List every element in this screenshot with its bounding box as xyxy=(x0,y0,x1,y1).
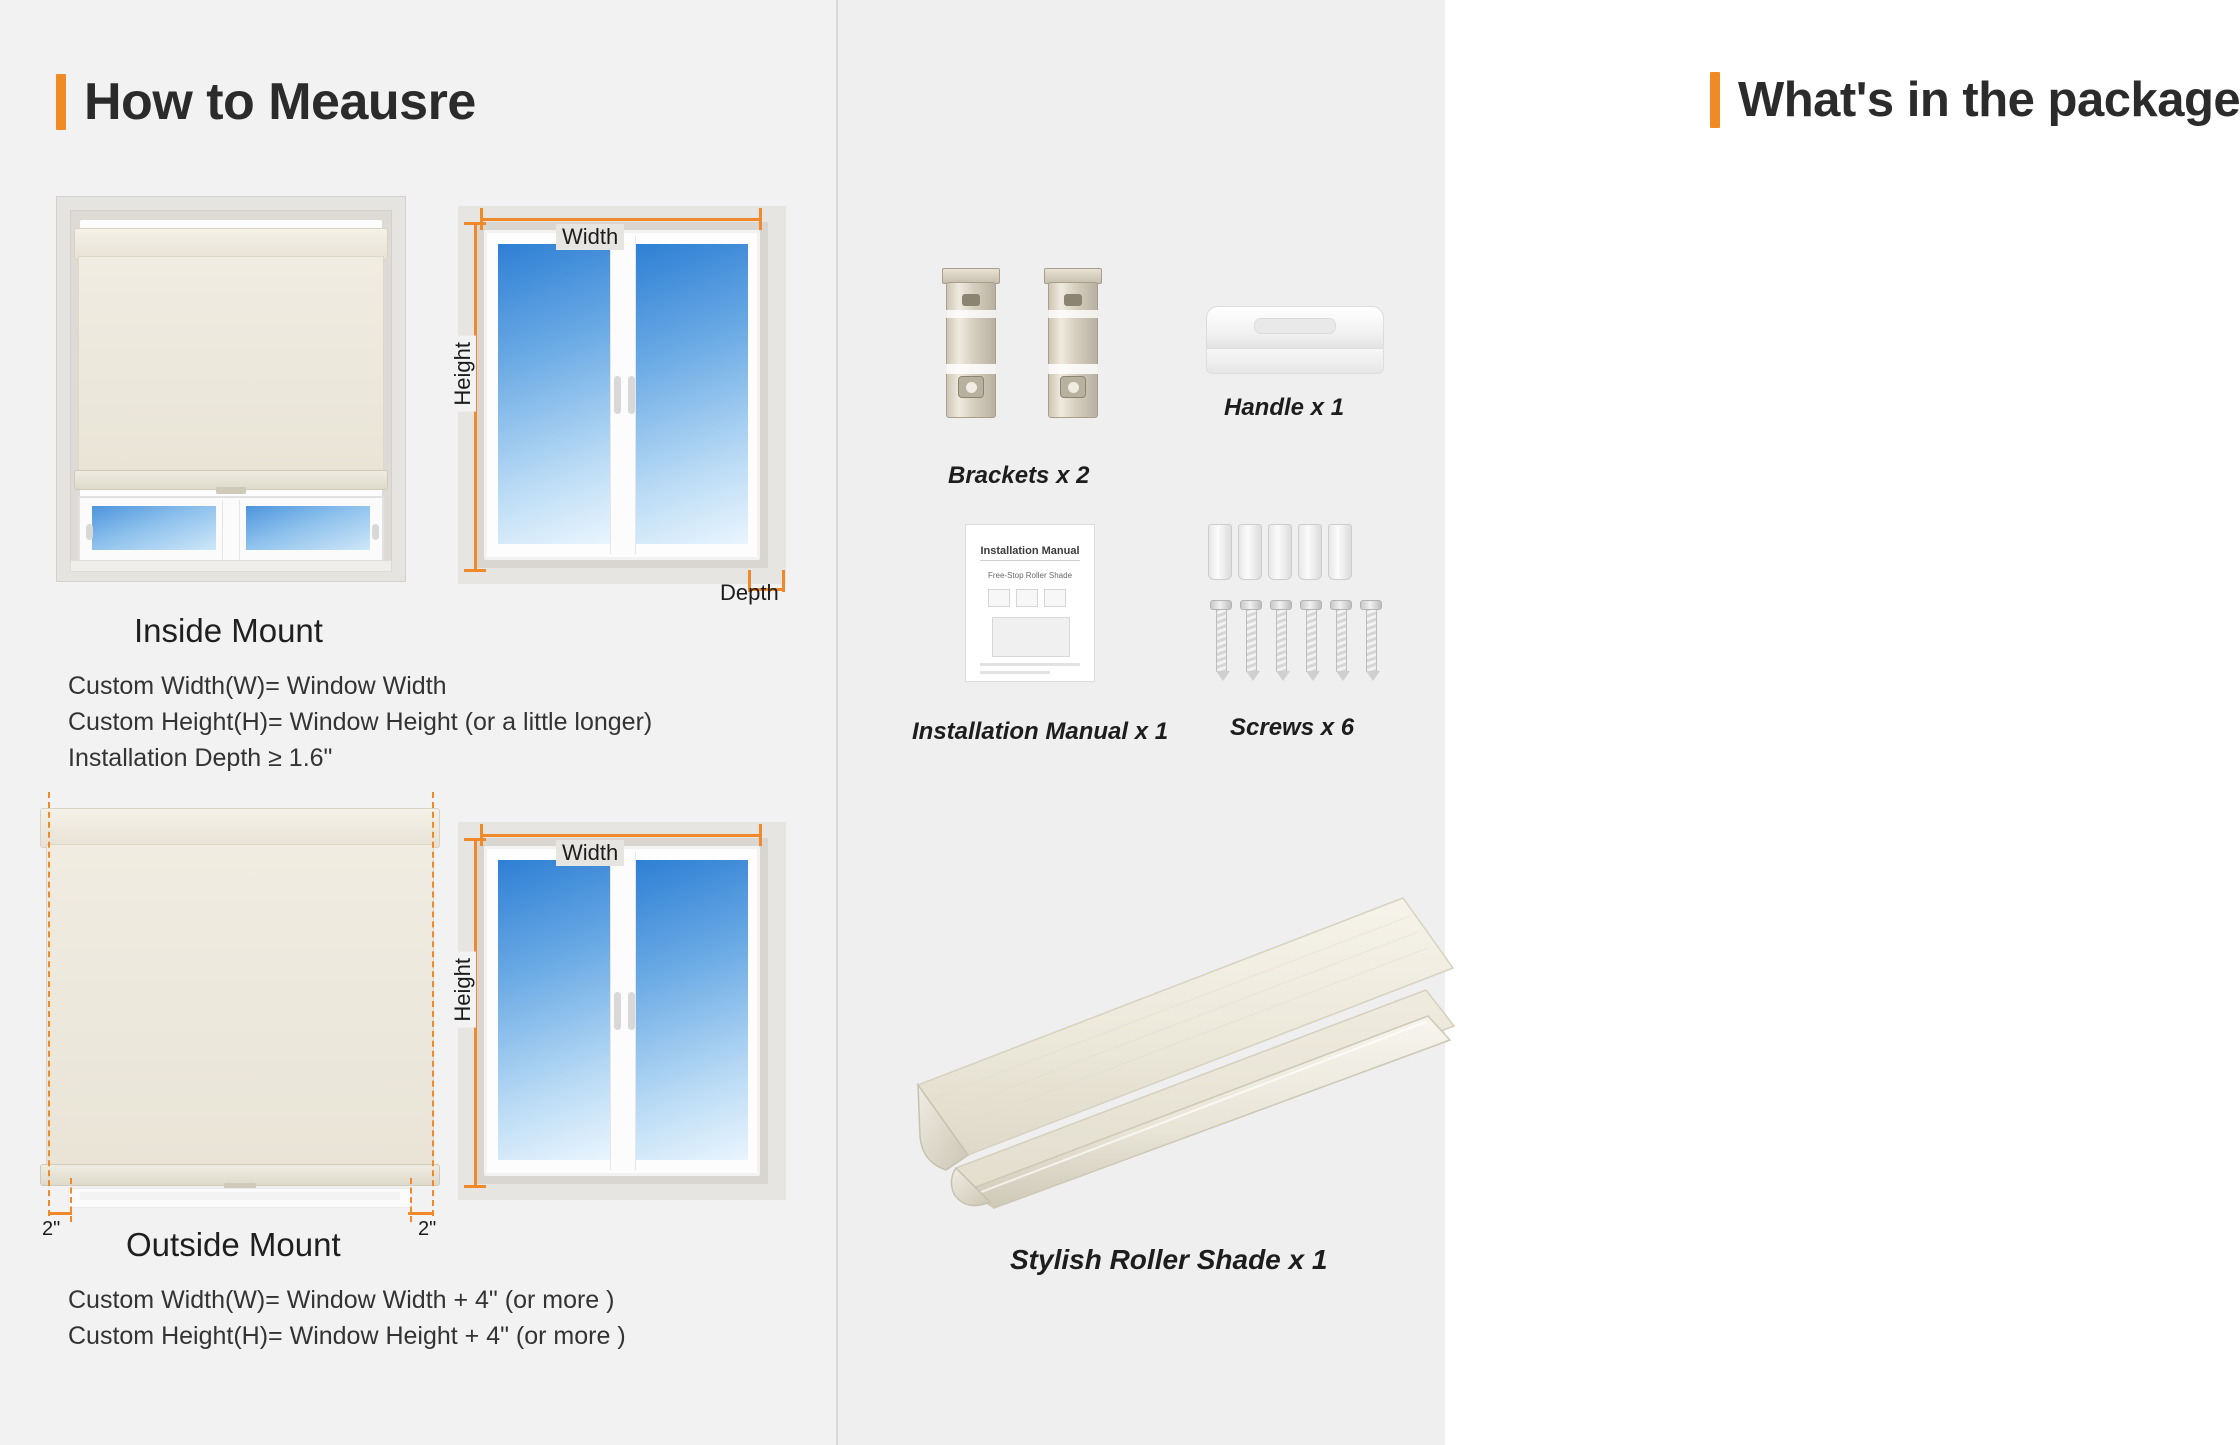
installation-manual-illustration xyxy=(965,524,1095,682)
screws-illustration xyxy=(1208,524,1378,690)
roller-shade-svg xyxy=(898,850,1458,1250)
accent-bar-icon-2 xyxy=(1710,72,1720,128)
outside-left-offset-label: 2" xyxy=(42,1218,61,1240)
outside-mount-shade-illustration xyxy=(40,808,440,1240)
handle-illustration xyxy=(1206,306,1384,378)
package-title: What's in the package xyxy=(1738,73,2240,127)
width-label-inside: Width xyxy=(556,224,624,250)
manual-cover-subtitle: Free-Stop Roller Shade xyxy=(987,571,1073,580)
outside-mount-caption: Outside Mount xyxy=(126,1226,341,1263)
height-label-inside: Height xyxy=(450,336,476,412)
outside-mount-line-1: Custom Width(W)= Window Width + 4" (or more ) xyxy=(68,1286,615,1314)
height-label-outside: Height xyxy=(450,952,476,1028)
manual-cover-title: Installation Manual xyxy=(980,545,1080,561)
screws-label: Screws x 6 xyxy=(1230,714,1355,741)
brackets-label: Brackets x 2 xyxy=(948,462,1090,489)
inside-mount-measure-diagram xyxy=(450,196,792,605)
outside-mount-line-2: Custom Height(H)= Window Height + 4" (or more ) xyxy=(68,1322,626,1350)
inside-mount-line-3: Installation Depth ≥ 1.6" xyxy=(68,744,333,772)
depth-label-inside: Depth xyxy=(720,580,779,605)
package-heading xyxy=(1710,72,2240,128)
roller-shade-illustration xyxy=(898,850,1438,1240)
outside-mount-measure-diagram xyxy=(452,812,792,1212)
handle-label: Handle x 1 xyxy=(1224,394,1345,421)
package-contents-panel xyxy=(838,0,2240,1445)
installation-manual-label: Installation Manual x 1 xyxy=(912,718,1169,745)
inside-mount-shade-illustration xyxy=(56,196,406,582)
width-label-outside: Width xyxy=(556,840,624,866)
inside-mount-line-1: Custom Width(W)= Window Width xyxy=(68,672,447,700)
how-to-measure-title: How to Meausre xyxy=(84,73,476,131)
brackets-illustration xyxy=(938,268,1108,428)
outside-right-offset-label: 2" xyxy=(418,1218,437,1240)
how-to-measure-panel xyxy=(0,0,838,1445)
inside-mount-line-2: Custom Height(H)= Window Height (or a little longer) xyxy=(68,708,653,736)
roller-shade-label: Stylish Roller Shade x 1 xyxy=(1010,1244,1328,1275)
how-to-measure-heading xyxy=(56,72,476,132)
accent-bar-icon xyxy=(56,74,66,130)
inside-mount-caption: Inside Mount xyxy=(134,612,323,649)
